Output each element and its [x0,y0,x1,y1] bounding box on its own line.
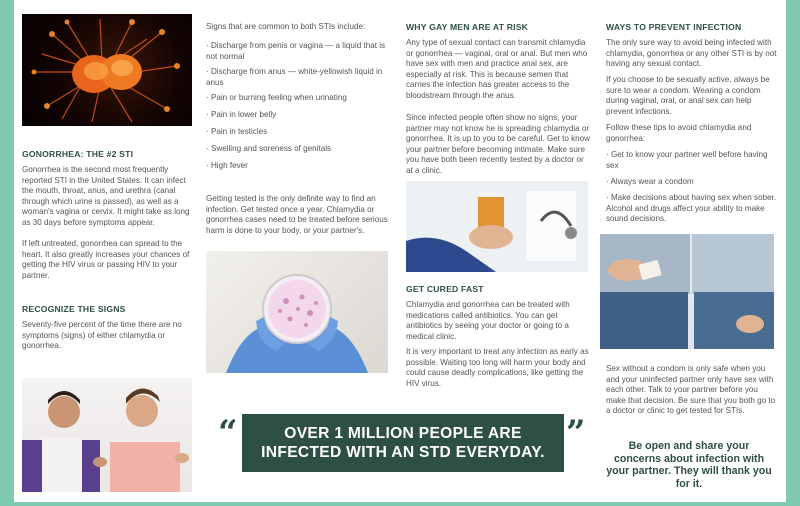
signs-intro: Signs that are common to both STIs include: [206,22,366,31]
risk-paragraph-2: Since infected people often show no signs, your partner may not know he is spreading chlamydia or gonorrhea. It is up to you to be careful. Get to know your partner before becoming intimate. Make sure you have both been recently tested by a doctor or at a clinic. [406,113,591,175]
pill-bottle-image [406,181,588,272]
couple-jeans-condom-image [600,234,774,349]
symptom-bullet: · Pain in lower belly [206,110,277,119]
banner-line-1: OVER 1 MILLION PEOPLE ARE [284,425,522,442]
gonorrhea-heading: GONORRHEA: THE #2 STI [22,149,134,159]
statistic-banner [218,414,588,472]
condom-paragraph: Sex without a condom is only safe when you and your uninfected partner only have sex with each other. Talk to your partner before you make that decision. Be sure that you both go to a doctor or clinic to get tested for STIs. [606,364,776,416]
prevent-heading: WAYS TO PREVENT INFECTION [606,22,742,32]
symptom-bullet: · Pain or burning feeling when urinating [206,93,347,102]
signs-paragraph: Seventy-five percent of the time there are no symptoms (signs) of either chlamydia or gonorrhea. [22,320,182,351]
bottom-border [0,502,800,506]
tip-bullet: · Get to know your partner well before having sex [606,150,768,170]
symptom-bullet: · Discharge from penis or vagina — a liquid that is not normal [206,41,386,61]
risk-heading: WHY GAY MEN ARE AT RISK [406,22,529,32]
cured-paragraph-2: It is very important to treat any infection as early as possible. Waiting too long will harm your body and could cause deadly complications, like getting the HIV virus. [406,347,589,388]
banner-text [242,424,564,462]
open-quote-icon: “ [218,413,238,453]
bacteria-image [22,14,192,126]
cured-paragraph-1: Chlamydia and gonorrhea can be treated with medications called antibiotics. You can get antibiotics by seeing your doctor or going to a medical clinic. [406,300,570,341]
risk-paragraph-1: Any type of sexual contact can transmit chlamydia or gonorrhea — vaginal, oral or anal. But men who have sex with men and practice anal sex, are especially at risk. This is because semen that carries the infection has greater access to the bloodstream through the anus. [406,38,588,100]
gonorrhea-paragraph-2: If left untreated, gonorrhea can spread to the heart. It also greatly increases your chances of getting the HIV virus or passing HIV to your partner. [22,239,190,280]
tip-bullet: · Always wear a condom [606,177,694,186]
left-border [0,0,14,506]
symptom-bullet: · Pain in testicles [206,127,268,136]
testing-paragraph: Getting tested is the only definite way to find an infection. Get tested once a year. Chlamydia or gonorrhea cases need to be treated before serious harm is done to your body, or your partner's. [206,194,388,235]
prevent-paragraph-3: Follow these tips to avoid chlamydia and gonorrhea: [606,123,752,143]
right-border [786,0,800,506]
petri-dish-image [206,251,388,373]
tip-bullet: · Make decisions about having sex when sober. Alcohol and drugs affect your ability to make sound decisions. [606,193,777,224]
symptom-bullet: · Discharge from anus — white-yellowish liquid in anus [206,67,383,87]
symptom-bullet: · Swelling and soreness of genitals [206,144,332,153]
signs-heading: RECOGNIZE THE SIGNS [22,304,126,314]
close-quote-icon: ” [566,413,586,453]
symptom-bullet: · High fever [206,161,248,170]
prevent-paragraph-2: If you choose to be sexually active, always be sure to wear a condom. Wearing a condom during vaginal, oral, or anal sex can help prevent infections. [606,75,770,116]
cured-heading: GET CURED FAST [406,284,484,294]
banner-box [242,414,564,472]
gonorrhea-paragraph-1: Gonorrhea is the second most frequently reported STI in the United States. It can infect the mouth, throat, anus, and urethra (canal through which urine is passed), as well as a woman's vagina or cervix. It might take as long as 30 days before symptoms appear. [22,165,190,227]
closing-message: Be open and share your concerns about infection with your partner. They will thank you for it. [606,440,772,490]
two-men-shrugging-image [22,378,192,492]
prevent-paragraph-1: The only sure way to avoid being infected with chlamydia, gonorrhea or any other STI is by not having any sexual contact. [606,38,777,69]
banner-line-2: INFECTED WITH AN STD EVERYDAY. [261,444,545,461]
